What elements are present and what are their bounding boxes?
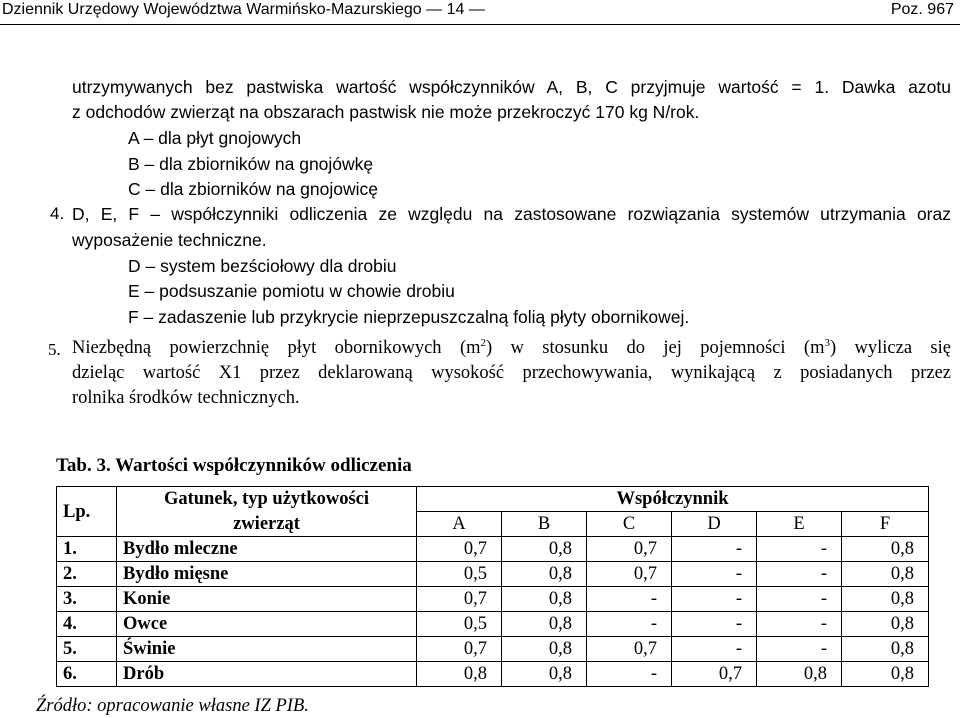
position-number: Poz. 967 [890, 1, 954, 18]
cell-c: - [587, 612, 672, 637]
col-header-d: D [672, 512, 757, 537]
cell-d: - [672, 612, 757, 637]
row-lp: 1. [57, 537, 117, 562]
row-lp: 5. [57, 637, 117, 662]
table-title: Tab. 3. Wartości współczynników odliczenia [56, 455, 412, 476]
cell-d: - [672, 537, 757, 562]
cell-c: 0,7 [587, 537, 672, 562]
col-header-a: A [417, 512, 502, 537]
item-5-number: 5. [48, 340, 61, 359]
cell-c: - [587, 662, 672, 687]
cell-b: 0,8 [502, 612, 587, 637]
cell-d: - [672, 562, 757, 587]
cell-b: 0,8 [502, 587, 587, 612]
cell-a: 0,7 [417, 587, 502, 612]
header-coefficient: Współczynnik [417, 487, 929, 512]
cell-f: 0,8 [842, 612, 929, 637]
cell-d: 0,7 [672, 662, 757, 687]
row-lp: 4. [57, 612, 117, 637]
table-row [57, 662, 929, 687]
col-header-f: F [842, 512, 929, 537]
row-species: Świnie [117, 637, 417, 662]
row-species: Bydło mięsne [117, 562, 417, 587]
cell-f: 0,8 [842, 637, 929, 662]
cell-b: 0,8 [502, 537, 587, 562]
row-species: Konie [117, 587, 417, 612]
row-lp: 2. [57, 562, 117, 587]
cell-a: 0,5 [417, 612, 502, 637]
row-lp: 6. [57, 662, 117, 687]
cell-e: 0,8 [757, 662, 842, 687]
header-species-cont: zwierząt [117, 512, 417, 537]
item-4-line-1: D, E, F – współczynniki odliczenia ze względu na zastosowane rozwiązania systemów utrzymania oraz [72, 204, 951, 224]
table-row [57, 612, 929, 637]
list-item-d: D – system bezściołowy dla drobiu [128, 256, 397, 276]
cell-e: - [757, 637, 842, 662]
body-line-2: z odchodów zwierząt na obszarach pastwisk nie może przekroczyć 170 kg N/rok. [72, 102, 700, 122]
cell-b: 0,8 [502, 562, 587, 587]
table-row [57, 637, 929, 662]
item-4-line-2: wyposażenie techniczne. [72, 230, 267, 250]
cell-e: - [757, 587, 842, 612]
cell-d: - [672, 587, 757, 612]
cell-b: 0,8 [502, 662, 587, 687]
cell-f: 0,8 [842, 537, 929, 562]
cell-f: 0,8 [842, 562, 929, 587]
col-header-c: C [587, 512, 672, 537]
row-species: Drób [117, 662, 417, 687]
cell-a: 0,8 [417, 662, 502, 687]
cell-c: 0,7 [587, 562, 672, 587]
list-item-c: C – dla zbiorników na gnojowicę [128, 179, 378, 199]
journal-title: Dziennik Urzędowy Województwa Warmińsko-Mazurskiego — 14 — [2, 1, 485, 18]
list-item-e: E – podsuszanie pomiotu w chowie drobiu [128, 281, 455, 301]
list-item-f: F – zadaszenie lub przykrycie nieprzepuszczalną folią płyty obornikowej. [128, 307, 690, 327]
table-row [57, 587, 929, 612]
col-header-e: E [757, 512, 842, 537]
cell-f: 0,8 [842, 662, 929, 687]
cell-e: - [757, 537, 842, 562]
body-line-1: utrzymywanych bez pastwiska wartość współczynników A, B, C przyjmuje wartość = 1. Dawka azotu [72, 77, 951, 97]
cell-a: 0,7 [417, 637, 502, 662]
cell-e: - [757, 612, 842, 637]
item-4-number: 4. [50, 204, 65, 223]
cell-a: 0,7 [417, 537, 502, 562]
coefficients-table [56, 486, 929, 687]
table-row [57, 537, 929, 562]
item-5-line-2: dzieląc wartość X1 przez deklarowaną wysokość przechowywania, wynikającą z posiadanych przez [72, 363, 951, 383]
row-lp: 3. [57, 587, 117, 612]
list-item-a: A – dla płyt gnojowych [128, 128, 302, 148]
cell-c: - [587, 587, 672, 612]
row-species: Owce [117, 612, 417, 637]
cell-e: - [757, 562, 842, 587]
item-5-line-1: Niezbędną powierzchnię płyt obornikowych $(m^2)$ w stosunku do jej pojemności $(m^3)$ wylicza się [72, 336, 951, 358]
col-header-b: B [502, 512, 587, 537]
cell-a: 0,5 [417, 562, 502, 587]
cell-d: - [672, 637, 757, 662]
cell-c: 0,7 [587, 637, 672, 662]
table-row [57, 562, 929, 587]
item-5-line-3: rolnika środków technicznych. [72, 388, 300, 408]
list-item-b: B – dla zbiorników na gnojówkę [128, 154, 374, 174]
table-source: Źródło: opracowanie własne IZ PIB. [36, 696, 309, 716]
header-species: Gatunek, typ użytkowości [117, 487, 417, 512]
cell-f: 0,8 [842, 587, 929, 612]
page-header [0, 0, 960, 25]
row-species: Bydło mleczne [117, 537, 417, 562]
cell-b: 0,8 [502, 637, 587, 662]
header-lp: Lp. [57, 487, 117, 537]
